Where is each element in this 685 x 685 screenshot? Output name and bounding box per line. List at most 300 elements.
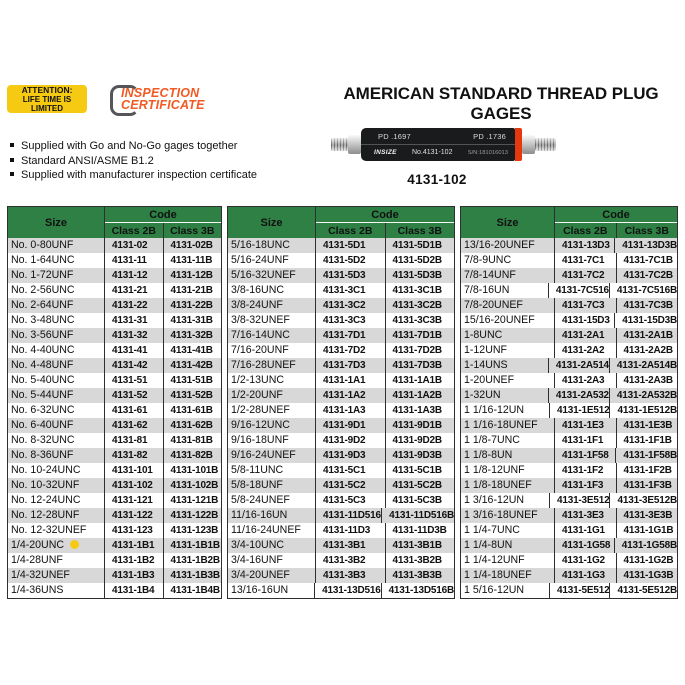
class2b-cell: 4131-1F2 bbox=[555, 463, 617, 478]
table-header-class2b: Class 2B bbox=[105, 223, 164, 238]
class3b-cell: 4131-11B bbox=[170, 255, 213, 266]
class2b-cell: 4131-5D3 bbox=[316, 268, 386, 283]
class2b-cell: 4131-81 bbox=[105, 433, 164, 448]
class3b-cell: 4131-22B bbox=[170, 300, 213, 311]
class2b-cell: 4131-123 bbox=[105, 523, 164, 538]
bullet-square-icon bbox=[10, 143, 14, 147]
class2b-cell: 4131-7D3 bbox=[316, 358, 386, 373]
class3b-cell: 4131-12B bbox=[170, 270, 213, 281]
table-header bbox=[8, 207, 221, 238]
class3b-cell: 4131-3E512B bbox=[617, 495, 677, 506]
gage-red-band bbox=[515, 128, 522, 161]
class3b-cell: 4131-7D3B bbox=[392, 360, 442, 371]
size-cell: No. 3-56UNF bbox=[8, 328, 105, 343]
size-cell: No. 12-32UNEF bbox=[8, 523, 105, 538]
class2b-cell: 4131-3B2 bbox=[316, 553, 386, 568]
inspection-certificate-logo bbox=[121, 87, 231, 111]
class2b-cell: 4131-3B3 bbox=[316, 568, 386, 583]
table-header-class2b: Class 2B bbox=[555, 223, 617, 238]
page-title: AMERICAN STANDARD THREAD PLUG GAGES bbox=[343, 84, 659, 123]
class3b-cell: 4131-3C2B bbox=[392, 300, 442, 311]
table-row bbox=[461, 493, 677, 508]
class2b-cell: 4131-3E512 bbox=[550, 493, 611, 508]
feature-item: Standard ANSI/ASME B1.2 bbox=[10, 154, 310, 169]
table-row bbox=[8, 493, 221, 508]
class3b-cell: 4131-1F58B bbox=[623, 450, 677, 461]
size-cell: 13/16-20UNEF bbox=[461, 238, 555, 253]
size-cell: 1 1/8-7UNC bbox=[461, 433, 555, 448]
table-header-size: Size bbox=[461, 207, 555, 238]
class3b-cell: 4131-1A1B bbox=[392, 375, 442, 386]
table-header-class3b: Class 3B bbox=[617, 223, 678, 238]
table-row bbox=[8, 373, 221, 388]
table-body bbox=[461, 238, 677, 598]
class2b-cell: 4131-122 bbox=[105, 508, 164, 523]
class2b-cell: 4131-1A1 bbox=[316, 373, 386, 388]
class3b-cell: 4131-3E3B bbox=[623, 510, 673, 521]
table-row bbox=[8, 253, 221, 268]
class2b-cell: 4131-12 bbox=[105, 268, 164, 283]
class3b-cell: 4131-2A2B bbox=[623, 345, 673, 356]
size-cell: 7/16-14UNC bbox=[228, 328, 316, 343]
class3b-cell: 4131-101B bbox=[170, 465, 219, 476]
table-row bbox=[461, 523, 677, 538]
class3b-cell: 4131-9D2B bbox=[392, 435, 442, 446]
table-row bbox=[228, 463, 454, 478]
class2b-cell: 4131-3C3 bbox=[316, 313, 386, 328]
size-cell: 9/16-18UNF bbox=[228, 433, 316, 448]
class3b-cell: 4131-1B1B bbox=[170, 540, 220, 551]
table-row bbox=[461, 583, 677, 598]
table-row bbox=[8, 328, 221, 343]
class2b-cell: 4131-5D1 bbox=[316, 238, 386, 253]
table-body bbox=[8, 238, 221, 598]
table-row bbox=[461, 448, 677, 463]
class3b-cell: 4131-3B2B bbox=[392, 555, 442, 566]
size-cell: 7/8-20UNEF bbox=[461, 298, 555, 313]
size-cell: 3/8-32UNEF bbox=[228, 313, 316, 328]
class3b-cell: 4131-9D3B bbox=[392, 450, 442, 461]
class2b-cell: 4131-7C3 bbox=[555, 298, 617, 313]
table-header-code: Code bbox=[105, 207, 221, 223]
class3b-cell: 4131-123B bbox=[170, 525, 219, 536]
class2b-cell: 4131-21 bbox=[105, 283, 164, 298]
table-row bbox=[461, 358, 677, 373]
table-row bbox=[228, 298, 454, 313]
table-row bbox=[8, 583, 221, 598]
size-cell: 1 3/16-12UN bbox=[461, 493, 550, 508]
table-row bbox=[8, 403, 221, 418]
class3b-cell: 4131-7C3B bbox=[623, 300, 673, 311]
class2b-cell: 4131-3C2 bbox=[316, 298, 386, 313]
class3b-cell: 4131-7C2B bbox=[623, 270, 673, 281]
class3b-cell: 4131-41B bbox=[170, 345, 213, 356]
size-cell: No. 6-32UNC bbox=[8, 403, 105, 418]
class2b-cell: 4131-1B4 bbox=[105, 583, 164, 598]
class2b-cell: 4131-62 bbox=[105, 418, 164, 433]
class3b-cell: 4131-122B bbox=[170, 510, 219, 521]
table-row bbox=[8, 388, 221, 403]
table-row bbox=[8, 433, 221, 448]
size-cell: 3/4-10UNC bbox=[228, 538, 316, 553]
class3b-cell: 4131-1F1B bbox=[623, 435, 672, 446]
class2b-cell: 4131-7D1 bbox=[316, 328, 386, 343]
certificate-line1: INSPECTION bbox=[121, 86, 200, 100]
class2b-cell: 4131-3E3 bbox=[555, 508, 617, 523]
size-cell: 7/16-20UNF bbox=[228, 343, 316, 358]
table-row bbox=[461, 328, 677, 343]
table-row bbox=[8, 553, 221, 568]
class2b-cell: 4131-42 bbox=[105, 358, 164, 373]
class3b-cell: 4131-7D1B bbox=[392, 330, 442, 341]
size-cell: 1 1/16-12UN bbox=[461, 403, 550, 418]
table-row bbox=[461, 283, 677, 298]
yellow-highlight-dot bbox=[70, 540, 79, 549]
class2b-cell: 4131-9D2 bbox=[316, 433, 386, 448]
class3b-cell: 4131-1E512B bbox=[617, 405, 677, 416]
size-cell: 7/8-16UN bbox=[461, 283, 549, 298]
size-cell: 11/16-16UN bbox=[228, 508, 316, 523]
size-cell: 1 1/4-12UNF bbox=[461, 553, 555, 568]
gage-pd-left-label: PD .1697 bbox=[378, 132, 411, 141]
size-cell: 1/4-28UNF bbox=[8, 553, 105, 568]
class2b-cell: 4131-7C1 bbox=[555, 253, 617, 268]
class3b-cell: 4131-5D2B bbox=[392, 255, 442, 266]
table-row bbox=[228, 328, 454, 343]
size-cell: No. 10-24UNC bbox=[8, 463, 105, 478]
table-row bbox=[461, 298, 677, 313]
class2b-cell: 4131-41 bbox=[105, 343, 164, 358]
size-cell: 3/4-20UNEF bbox=[228, 568, 316, 583]
size-cell: 11/16-24UNEF bbox=[228, 523, 316, 538]
class2b-cell: 4131-1B3 bbox=[105, 568, 164, 583]
class3b-cell: 4131-5C3B bbox=[392, 495, 442, 506]
class2b-cell: 4131-02 bbox=[105, 238, 164, 253]
size-cell: 13/16-16UN bbox=[228, 583, 315, 598]
size-cell: 15/16-20UNEF bbox=[461, 313, 555, 328]
size-cell: No. 0-80UNF bbox=[8, 238, 105, 253]
size-cell: 1 1/4-7UNC bbox=[461, 523, 555, 538]
size-cell: 7/16-28UNEF bbox=[228, 358, 316, 373]
class2b-cell: 4131-9D1 bbox=[316, 418, 386, 433]
table-header-class3b: Class 3B bbox=[386, 223, 455, 238]
class3b-cell: 4131-5D3B bbox=[392, 270, 442, 281]
class2b-cell: 4131-5C2 bbox=[316, 478, 386, 493]
table-row bbox=[228, 388, 454, 403]
class2b-cell: 4131-13D516 bbox=[315, 583, 381, 598]
table-row bbox=[461, 418, 677, 433]
table-row bbox=[461, 433, 677, 448]
table-row bbox=[8, 568, 221, 583]
size-cell: 7/8-14UNF bbox=[461, 268, 555, 283]
class3b-cell: 4131-1G1B bbox=[623, 525, 674, 536]
class2b-cell: 4131-9D3 bbox=[316, 448, 386, 463]
class2b-cell: 4131-11 bbox=[105, 253, 164, 268]
size-cell: 1/4-32UNEF bbox=[8, 568, 105, 583]
class2b-cell: 4131-7D2 bbox=[316, 343, 386, 358]
class3b-cell: 4131-1G58B bbox=[621, 540, 677, 551]
class2b-cell: 4131-1G2 bbox=[555, 553, 617, 568]
table-body bbox=[228, 238, 454, 598]
table-row bbox=[461, 508, 677, 523]
size-cell: 1 1/8-8UN bbox=[461, 448, 555, 463]
table-row bbox=[228, 268, 454, 283]
table-row bbox=[228, 283, 454, 298]
table-row bbox=[461, 268, 677, 283]
class3b-cell: 4131-1A3B bbox=[392, 405, 442, 416]
table-row bbox=[228, 313, 454, 328]
table-row bbox=[461, 373, 677, 388]
class2b-cell: 4131-5E512 bbox=[550, 583, 611, 598]
size-cell: 5/16-18UNC bbox=[228, 238, 316, 253]
size-cell: 3/8-24UNF bbox=[228, 298, 316, 313]
class2b-cell: 4131-1G3 bbox=[555, 568, 617, 583]
product-photo bbox=[331, 120, 557, 170]
size-cell: 1/4-20UNC bbox=[8, 538, 105, 553]
size-cell: 9/16-12UNC bbox=[228, 418, 316, 433]
class2b-cell: 4131-3C1 bbox=[316, 283, 386, 298]
table-row bbox=[8, 463, 221, 478]
table-header-class3b: Class 3B bbox=[164, 223, 222, 238]
class2b-cell: 4131-7C2 bbox=[555, 268, 617, 283]
class3b-cell: 4131-15D3B bbox=[622, 315, 677, 326]
table-header-code: Code bbox=[555, 207, 677, 223]
table-row bbox=[461, 538, 677, 553]
class3b-cell: 4131-82B bbox=[170, 450, 213, 461]
size-cell: No. 8-36UNF bbox=[8, 448, 105, 463]
class2b-cell: 4131-2A514 bbox=[549, 358, 610, 373]
table-row bbox=[461, 253, 677, 268]
class2b-cell: 4131-32 bbox=[105, 328, 164, 343]
table-row bbox=[8, 238, 221, 253]
size-cell: 1 1/4-18UNEF bbox=[461, 568, 555, 583]
class3b-cell: 4131-42B bbox=[170, 360, 213, 371]
bullet-square-icon bbox=[10, 172, 14, 176]
table-row bbox=[461, 403, 677, 418]
class3b-cell: 4131-1F3B bbox=[623, 480, 672, 491]
table-row bbox=[8, 268, 221, 283]
class3b-cell: 4131-5D1B bbox=[392, 240, 442, 251]
class3b-cell: 4131-51B bbox=[170, 375, 213, 386]
size-cell: No. 1-64UNC bbox=[8, 253, 105, 268]
class3b-cell: 4131-1F2B bbox=[623, 465, 672, 476]
table-row bbox=[228, 583, 454, 598]
class3b-cell: 4131-3B1B bbox=[392, 540, 442, 551]
class2b-cell: 4131-1A3 bbox=[316, 403, 386, 418]
table-row bbox=[228, 553, 454, 568]
class3b-cell: 4131-1E3B bbox=[623, 420, 673, 431]
table-row bbox=[228, 253, 454, 268]
class3b-cell: 4131-2A514B bbox=[616, 360, 677, 371]
class3b-cell: 4131-11D516B bbox=[389, 510, 454, 521]
attention-line2: LIFE TIME IS LIMITED bbox=[22, 95, 72, 113]
size-cell: 1 5/16-12UN bbox=[461, 583, 550, 598]
size-cell: 1/4-36UNS bbox=[8, 583, 105, 598]
size-cell: 1-8UNC bbox=[461, 328, 555, 343]
bullet-square-icon bbox=[10, 158, 14, 162]
class3b-cell: 4131-5E512B bbox=[617, 585, 677, 596]
gage-brand-logo: INSIZE bbox=[374, 149, 397, 156]
class2b-cell: 4131-121 bbox=[105, 493, 164, 508]
size-cell: 1/2-13UNC bbox=[228, 373, 316, 388]
table-row bbox=[228, 523, 454, 538]
table-row bbox=[228, 568, 454, 583]
class2b-cell: 4131-3B1 bbox=[316, 538, 386, 553]
size-cell: No. 4-48UNF bbox=[8, 358, 105, 373]
class3b-cell: 4131-61B bbox=[170, 405, 213, 416]
size-cell: No. 12-28UNF bbox=[8, 508, 105, 523]
size-cell: No. 10-32UNF bbox=[8, 478, 105, 493]
table-row bbox=[8, 478, 221, 493]
size-cell: No. 1-72UNF bbox=[8, 268, 105, 283]
table-row bbox=[228, 448, 454, 463]
class2b-cell: 4131-51 bbox=[105, 373, 164, 388]
table-row bbox=[461, 313, 677, 328]
class2b-cell: 4131-1E512 bbox=[550, 403, 611, 418]
class2b-cell: 4131-52 bbox=[105, 388, 164, 403]
gage-right-collar bbox=[522, 135, 535, 154]
class3b-cell: 4131-1B4B bbox=[170, 585, 220, 596]
class3b-cell: 4131-81B bbox=[170, 435, 213, 446]
class3b-cell: 4131-3B3B bbox=[392, 570, 442, 581]
class3b-cell: 4131-2A1B bbox=[623, 330, 673, 341]
class2b-cell: 4131-22 bbox=[105, 298, 164, 313]
size-cell: 1 3/16-18UNEF bbox=[461, 508, 555, 523]
size-cell: No. 8-32UNC bbox=[8, 433, 105, 448]
table-row bbox=[461, 388, 677, 403]
class3b-cell: 4131-121B bbox=[170, 495, 219, 506]
class2b-cell: 4131-2A532 bbox=[549, 388, 610, 403]
table-row bbox=[228, 433, 454, 448]
class2b-cell: 4131-2A2 bbox=[555, 343, 617, 358]
class2b-cell: 4131-1F3 bbox=[555, 478, 617, 493]
class3b-cell: 4131-2A532B bbox=[616, 390, 677, 401]
class2b-cell: 4131-31 bbox=[105, 313, 164, 328]
size-cell: 1 1/16-18UNEF bbox=[461, 418, 555, 433]
size-cell: 1-32UN bbox=[461, 388, 549, 403]
thread-table-2 bbox=[227, 206, 455, 599]
class3b-cell: 4131-52B bbox=[170, 390, 213, 401]
class2b-cell: 4131-15D3 bbox=[555, 313, 615, 328]
product-caption: 4131-102 bbox=[407, 172, 467, 187]
size-cell: 1-14UNS bbox=[461, 358, 549, 373]
class3b-cell: 4131-2A3B bbox=[623, 375, 673, 386]
class2b-cell: 4131-11D516 bbox=[316, 508, 382, 523]
gage-left-thread bbox=[331, 138, 349, 151]
class2b-cell: 4131-1G58 bbox=[555, 538, 615, 553]
table-header bbox=[228, 207, 454, 238]
class2b-cell: 4131-1F1 bbox=[555, 433, 617, 448]
class3b-cell: 4131-5C2B bbox=[392, 480, 442, 491]
class2b-cell: 4131-11D3 bbox=[316, 523, 386, 538]
table-row bbox=[228, 478, 454, 493]
size-cell: No. 2-64UNF bbox=[8, 298, 105, 313]
class3b-cell: 4131-62B bbox=[170, 420, 213, 431]
table-row bbox=[8, 508, 221, 523]
table-row bbox=[228, 343, 454, 358]
class3b-cell: 4131-9D1B bbox=[392, 420, 442, 431]
table-header bbox=[461, 207, 677, 238]
table-row bbox=[8, 448, 221, 463]
table-row bbox=[461, 343, 677, 358]
size-cell: No. 2-56UNC bbox=[8, 283, 105, 298]
class3b-cell: 4131-3C1B bbox=[392, 285, 442, 296]
class2b-cell: 4131-2A3 bbox=[555, 373, 617, 388]
feature-list bbox=[10, 139, 310, 183]
table-header-size: Size bbox=[8, 207, 105, 238]
table-row bbox=[8, 313, 221, 328]
class2b-cell: 4131-1B2 bbox=[105, 553, 164, 568]
table-row bbox=[228, 403, 454, 418]
class2b-cell: 4131-5D2 bbox=[316, 253, 386, 268]
table-header-size: Size bbox=[228, 207, 316, 238]
table-row bbox=[228, 508, 454, 523]
table-row bbox=[461, 463, 677, 478]
feature-item: Supplied with Go and No-Go gages together bbox=[10, 139, 310, 154]
attention-line1: ATTENTION: bbox=[21, 85, 73, 95]
table-header-class2b: Class 2B bbox=[316, 223, 386, 238]
size-cell: 5/16-24UNF bbox=[228, 253, 316, 268]
table-row bbox=[8, 418, 221, 433]
gage-body bbox=[361, 128, 515, 161]
table-row bbox=[8, 298, 221, 313]
size-cell: 1-20UNEF bbox=[461, 373, 555, 388]
class2b-cell: 4131-1A2 bbox=[316, 388, 386, 403]
class3b-cell: 4131-1G2B bbox=[623, 555, 674, 566]
size-cell: No. 3-48UNC bbox=[8, 313, 105, 328]
class3b-cell: 4131-3C3B bbox=[392, 315, 442, 326]
table-row bbox=[228, 238, 454, 253]
gage-serial-label: S/N:181016013 bbox=[467, 149, 508, 156]
thread-table-3 bbox=[460, 206, 678, 599]
size-cell: 9/16-24UNEF bbox=[228, 448, 316, 463]
feature-item: Supplied with manufacturer inspection certificate bbox=[10, 168, 310, 183]
table-row bbox=[8, 523, 221, 538]
table-row bbox=[228, 358, 454, 373]
table-row bbox=[461, 553, 677, 568]
size-cell: 1/2-28UNEF bbox=[228, 403, 316, 418]
class3b-cell: 4131-1B3B bbox=[170, 570, 220, 581]
size-cell: 5/8-24UNEF bbox=[228, 493, 316, 508]
table-row bbox=[228, 373, 454, 388]
class2b-cell: 4131-5C1 bbox=[316, 463, 386, 478]
gage-right-thread bbox=[535, 138, 556, 151]
gage-model-label: No.4131-102 bbox=[411, 149, 453, 156]
gage-pd-right-label: PD .1736 bbox=[473, 132, 506, 141]
size-cell: 1/2-20UNF bbox=[228, 388, 316, 403]
size-cell: 1 1/8-12UNF bbox=[461, 463, 555, 478]
size-cell: 3/8-16UNC bbox=[228, 283, 316, 298]
class3b-cell: 4131-31B bbox=[170, 315, 213, 326]
size-cell: No. 5-40UNC bbox=[8, 373, 105, 388]
size-cell: 1-12UNF bbox=[461, 343, 555, 358]
table-row bbox=[8, 538, 221, 553]
size-cell: 5/16-32UNEF bbox=[228, 268, 316, 283]
class2b-cell: 4131-7C516 bbox=[549, 283, 610, 298]
size-cell: No. 6-40UNF bbox=[8, 418, 105, 433]
size-cell: 5/8-11UNC bbox=[228, 463, 316, 478]
table-row bbox=[228, 493, 454, 508]
class3b-cell: 4131-1A2B bbox=[392, 390, 442, 401]
class2b-cell: 4131-101 bbox=[105, 463, 164, 478]
size-cell: No. 4-40UNC bbox=[8, 343, 105, 358]
table-row bbox=[8, 283, 221, 298]
class2b-cell: 4131-2A1 bbox=[555, 328, 617, 343]
size-cell: 1 1/4-8UN bbox=[461, 538, 555, 553]
table-row bbox=[461, 478, 677, 493]
class2b-cell: 4131-1F58 bbox=[555, 448, 616, 463]
class2b-cell: 4131-82 bbox=[105, 448, 164, 463]
